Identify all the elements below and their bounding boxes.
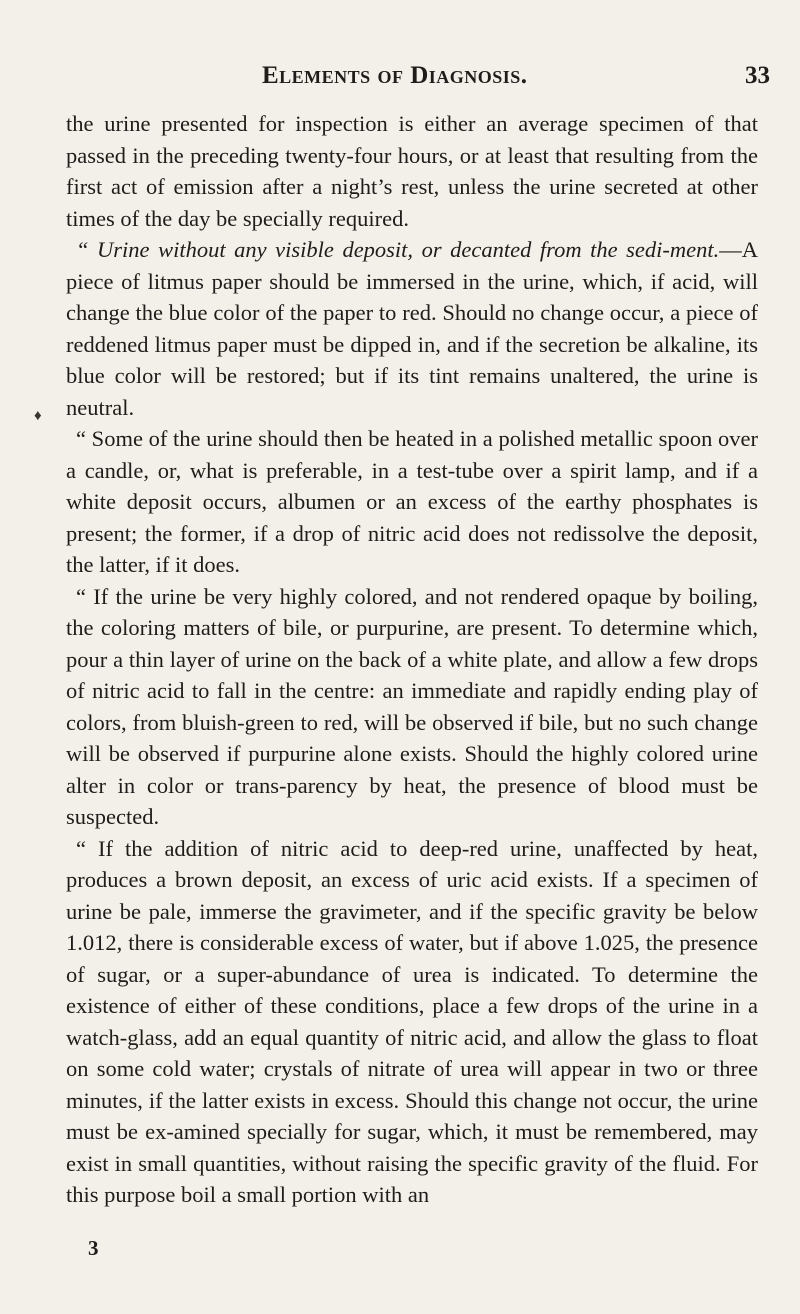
body-text xyxy=(66,108,758,1211)
paragraph-heating: “ Some of the urine should then be heated in a polished metallic spoon over a candle, or, what is preferable, in a test-tube over a spirit lamp, and if a white deposit occurs, albumen or an excess of the earthy phosphates is present; the former, if a drop of nitric acid does not redissolve the deposit, the latter, if it does. xyxy=(66,426,758,577)
paragraph-text: —A piece of litmus paper should be immersed in the urine, which, if acid, will change the blue color of the paper to red. Should no change occur, a piece of reddened litmus paper must be dipped in, and if the secretion be alkaline, its blue color will be restored; but if its tint remains unaltered, the urine is neutral. xyxy=(66,237,758,420)
paragraph-coloring: “ If the urine be very highly colored, and not rendered opaque by boiling, the coloring matters of bile, or purpurine, are present. To determine which, pour a thin layer of urine on the back of a white plate, and allow a few drops of nitric acid to fall in the centre: an immediate and rapidly ending play of colors, from bluish-green to red, will be observed if bile, but no such change will be observed if purpurine alone exists. Should the highly colored urine alter in color or trans-parency by heat, the presence of blood must be suspected. xyxy=(66,583,758,829)
paragraph-heading-italic: “ Urine without any visible deposit, or decanted from the sedi-ment. xyxy=(76,237,720,262)
margin-speck-mark: ♦ xyxy=(34,408,42,424)
signature-mark: 3 xyxy=(88,1236,99,1260)
page-number: 33 xyxy=(745,62,770,89)
running-head xyxy=(0,62,800,102)
page-title: Elements of Diagnosis. xyxy=(262,62,528,89)
paragraph-nitric-acid: “ If the addition of nitric acid to deep-red urine, unaffected by heat, produces a brown deposit, an excess of uric acid exists. If a specimen of urine be pale, immerse the gravimeter, and if the specific gravity be below 1.012, there is considerable excess of water, but if above 1.025, the presence of sugar, or a super-abundance of urea is indicated. To determine the existence of either of these conditions, place a few drops of the urine in a watch-glass, add an equal quantity of nitric acid, and allow the glass to float on some cold water; crystals of nitrate of urea will appear in two or three minutes, if the latter exists in excess. Should this change not occur, the urine must be ex-amined specially for sugar, which, it must be remembered, may exist in small quantities, without raising the specific gravity of the fluid. For this purpose boil a small portion with an xyxy=(66,835,758,1207)
paragraph-continuation: the urine presented for inspection is either an average specimen of that passed in the preceding twenty-four hours, or at least that resulting from the first act of emission after a night’s rest, unless the urine secreted at other times of the day be specially required. xyxy=(66,111,758,231)
paragraph-litmus xyxy=(66,234,758,423)
